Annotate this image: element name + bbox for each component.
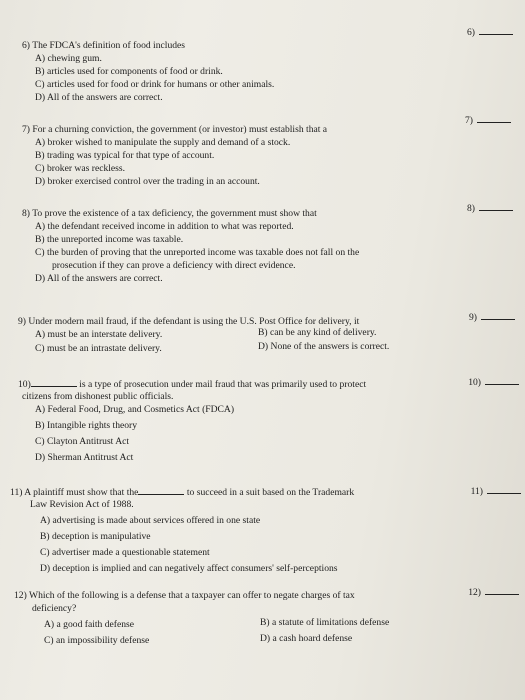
- fill-in-blank-11[interactable]: [138, 486, 184, 495]
- question-9-stem: 9) Under modern mail fraud, if the defendant is using the U.S. Post Office for delivery, it: [18, 316, 360, 327]
- question-7-stem: 7) For a churning conviction, the government (or investor) must establish that a: [22, 124, 328, 135]
- question-11-stem-line2: Law Revision Act of 1988.: [30, 499, 134, 510]
- answer-blank-10[interactable]: 10): [468, 376, 519, 389]
- option-7c: C) broker was reckless.: [35, 163, 126, 174]
- option-6a: A) chewing gum.: [35, 53, 102, 64]
- option-12b: B) a statute of limitations defense: [260, 617, 390, 628]
- option-10a: A) Federal Food, Drug, and Cosmetics Act (FDCA): [35, 404, 235, 415]
- option-8d: D) All of the answers are correct.: [35, 273, 163, 284]
- option-8c: C) the burden of proving that the unreported income was taxable does not fall on the: [35, 247, 360, 258]
- option-7d: D) broker exercised control over the trading in an account.: [35, 176, 260, 187]
- fill-in-blank-10[interactable]: [31, 378, 77, 387]
- answer-blank-8[interactable]: 8): [467, 202, 513, 215]
- option-8c-cont: prosecution if they can prove a deficiency with direct evidence.: [52, 260, 296, 271]
- answer-blank-9[interactable]: 9): [469, 311, 515, 324]
- answer-blank-11[interactable]: 11): [471, 485, 521, 498]
- question-10-stem-line2: citizens from dishonest public officials.: [22, 391, 174, 402]
- question-11-stem: 11) A plaintiff must show that the to succeed in a suit based on the Trademark: [10, 487, 355, 498]
- option-10b: B) Intangible rights theory: [35, 420, 138, 431]
- option-10c: C) Clayton Antitrust Act: [35, 436, 130, 447]
- option-7b: B) trading was typical for that type of account.: [35, 150, 215, 161]
- option-10d: D) Sherman Antitrust Act: [35, 452, 134, 463]
- question-10-stem: 10) is a type of prosecution under mail fraud that was primarily used to protect: [18, 379, 367, 390]
- option-8a: A) the defendant received income in addition to what was reported.: [35, 221, 294, 232]
- option-9d: D) None of the answers is correct.: [258, 341, 390, 352]
- option-9b: B) can be any kind of delivery.: [258, 327, 377, 338]
- option-9a: A) must be an interstate delivery.: [35, 329, 163, 340]
- option-8b: B) the unreported income was taxable.: [35, 234, 184, 245]
- option-7a: A) broker wished to manipulate the supply and demand of a stock.: [35, 137, 291, 148]
- question-12-stem-line2: deficiency?: [32, 603, 77, 614]
- option-12c: C) an impossibility defense: [44, 635, 150, 646]
- option-11d: D) deception is implied and can negatively affect consumers' self-perceptions: [40, 563, 338, 574]
- question-6-stem: 6) The FDCA's definition of food includes: [22, 40, 186, 51]
- option-11b: B) deception is manipulative: [40, 531, 151, 542]
- option-6d: D) All of the answers are correct.: [35, 92, 163, 103]
- option-11a: A) advertising is made about services offered in one state: [40, 515, 261, 526]
- answer-blank-12[interactable]: 12): [468, 586, 519, 599]
- question-12-stem: 12) Which of the following is a defense that a taxpayer can offer to negate charges of tax: [14, 590, 355, 601]
- option-12a: A) a good faith defense: [44, 619, 135, 630]
- option-12d: D) a cash hoard defense: [260, 633, 353, 644]
- option-6c: C) articles used for food or drink for humans or other animals.: [35, 79, 275, 90]
- option-11c: C) advertiser made a questionable statement: [40, 547, 210, 558]
- question-8-stem: 8) To prove the existence of a tax deficiency, the government must show that: [22, 208, 317, 219]
- option-6b: B) articles used for components of food or drink.: [35, 66, 223, 77]
- answer-blank-6[interactable]: 6): [467, 26, 513, 39]
- answer-blank-7[interactable]: 7): [465, 114, 511, 127]
- option-9c: C) must be an intrastate delivery.: [35, 343, 162, 354]
